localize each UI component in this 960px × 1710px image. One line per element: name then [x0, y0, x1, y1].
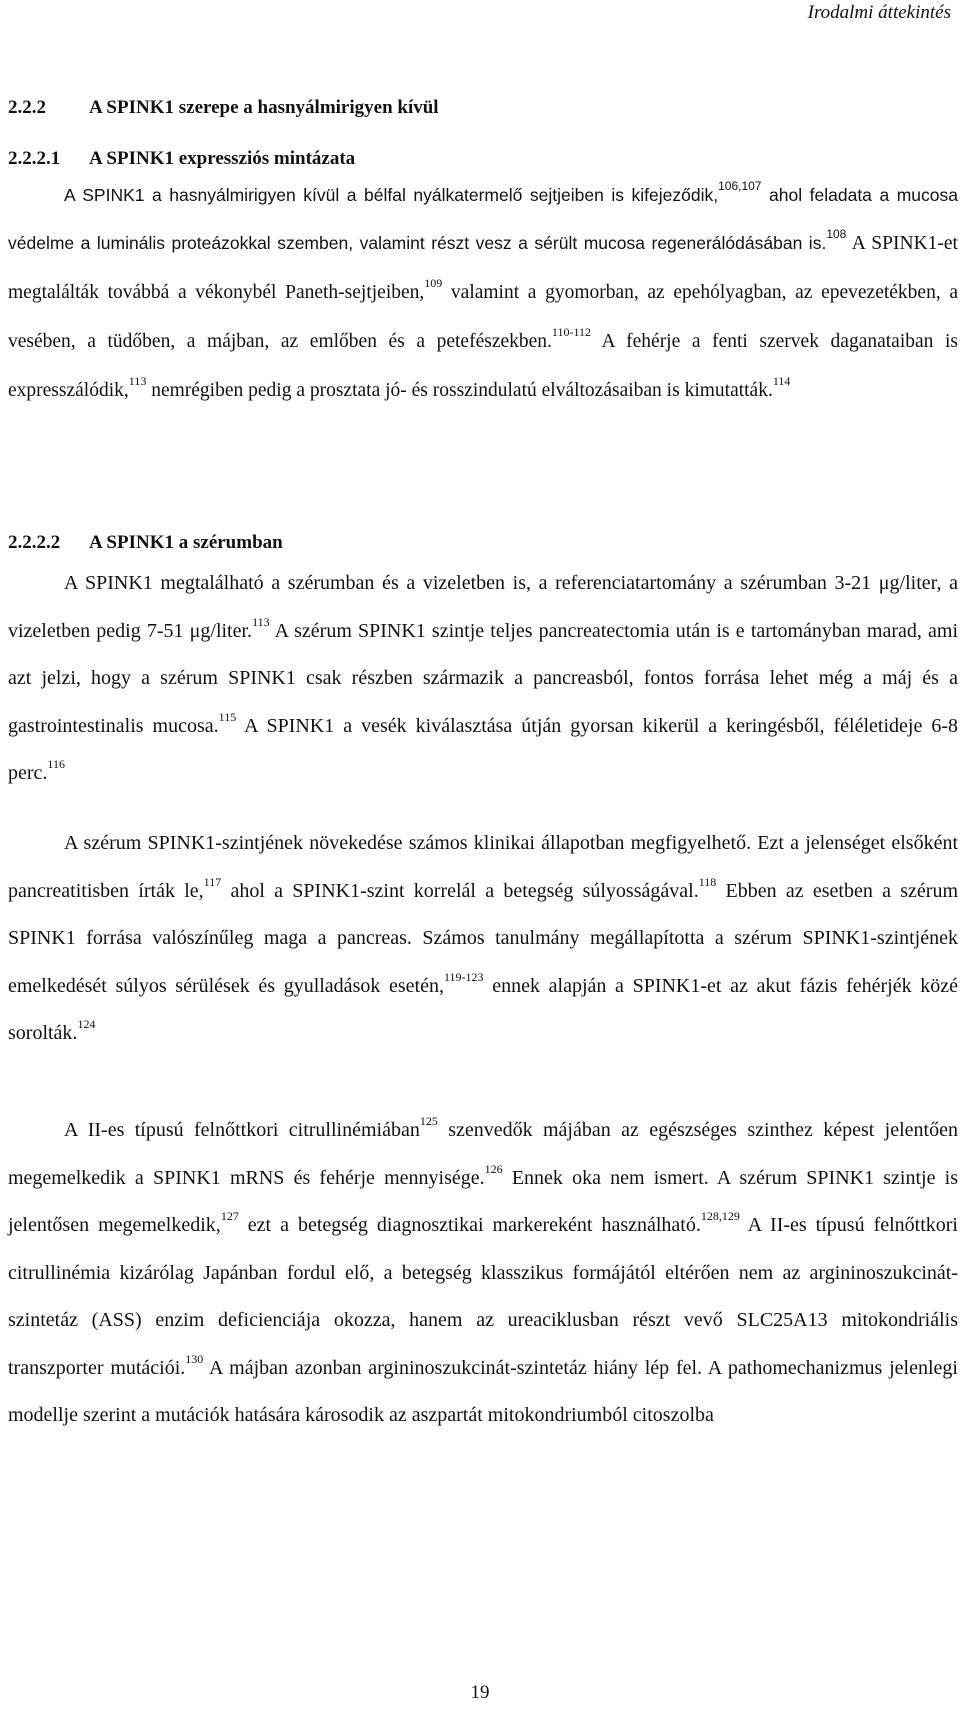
section-title: A SPINK1 expressziós mintázata — [89, 148, 356, 169]
citation: 124 — [77, 1017, 96, 1031]
citation: 114 — [772, 374, 791, 388]
citation: 116 — [47, 757, 65, 771]
citation: 113 — [252, 614, 270, 629]
section-heading-2-2-2 — [8, 95, 439, 121]
citation: 119-123 — [443, 969, 484, 984]
section-heading-2-2-2-2 — [8, 530, 283, 556]
citation: 113 — [128, 374, 147, 388]
section-heading-2-2-2-1 — [8, 146, 355, 172]
citation: 118 — [698, 874, 717, 889]
citation: 125 — [419, 1114, 438, 1128]
citation: 130 — [185, 1351, 204, 1366]
citation: 108 — [826, 227, 847, 241]
running-header: Irodalmi áttekintés — [807, 2, 951, 23]
paragraph-clinical-conditions: A szérum SPINK1-szintjének növekedése számos klinikai állapotban megfigyelhető. Ezt a jelenséget elsőként pancreatitisben írták le,$^{117}$ ahol a SPINK1-szint korrelál a betegség súlyosságával.$^{118}$ Ebben az esetben a szérum SPINK1 forrása valószínűleg maga a pancreas. Számos tanulmány megállapította a szérum SPINK1-szintjének emelkedését súlyos sérülések és gyulladások esetén,$^{119-123}$ ennek alapján a SPINK1-et az akut fázis fehérjék közé sorolták.$^{124}$ — [8, 832, 959, 1044]
section-number: 2.2.2 — [8, 97, 46, 118]
citation: 106,107 — [718, 179, 762, 193]
citation: 126 — [484, 1161, 503, 1176]
citation: 128,129 — [700, 1209, 740, 1223]
citation: 115 — [218, 709, 237, 724]
paragraph-serum-levels: A SPINK1 megtalálható a szérumban és a vizeletben is, a referenciatartomány a szérumban 3-21 μg/liter, a vizeletben pedig 7-51 μg/liter.$^{113}$ A szérum SPINK1 szintje teljes pancreatectomia után is e tartományban marad, ami azt jelzi, hogy a szérum SPINK1 csak részben származik a pancreasból, fontos forrása lehet még a máj és a gastrointestinalis mucosa.$^{115}$ A SPINK1 a vesék kiválasztása útján gyorsan kikerül a keringésből, féléletideje 6-8 perc.$^{116}$ — [8, 572, 959, 784]
section-title: A SPINK1 a szérumban — [89, 532, 283, 553]
citation: 117 — [203, 874, 222, 889]
paragraph-expression-pattern: A SPINK1 a hasnyálmirigyen kívül a bélfal nyálkatermelő sejtjeiben is kifejeződik,$^{106,107}$ ahol feladata a mucosa védelme a luminális proteázokkal szemben, valamint részt vesz a sérült mucosa regenerálódásában is.$^{108}$ A SPINK1-et megtalálták továbbá a vékonybél Paneth-sejtjeiben,$^{109}$ valamint a gyomorban, az epehólyagban, az epevezetékben, a vesében, a tüdőben, a májban, az emlőben és a petefészekben.$^{110-112}$ A fehérje a fenti szervek daganataiban is expresszálódik,$^{113}$ nemrégiben pedig a prosztata jó- és rosszindulatú elváltozásaiban is kimutatták.$^{114}$ — [8, 179, 959, 401]
citation: 127 — [220, 1209, 239, 1223]
section-title: A SPINK1 szerepe a hasnyálmirigyen kívül — [89, 97, 439, 118]
citation: 110-112 — [551, 325, 592, 339]
citation: 109 — [424, 276, 443, 290]
section-number: 2.2.2.2 — [8, 532, 61, 553]
page-number: 19 — [470, 1682, 490, 1703]
section-number: 2.2.2.1 — [8, 148, 61, 169]
paragraph-citrullinemia: A II-es típusú felnőttkori citrullinémiában$^{125}$ szenvedők májában az egészséges szinthez képest jelentően megemelkedik a SPINK1 mRNS és fehérje mennyisége.$^{126}$ Ennek oka nem ismert. A szérum SPINK1 szintje is jelentősen megemelkedik,$^{127}$ ezt a betegség diagnosztikai markereként használható.$^{128,129}$ A II-es típusú felnőttkori citrullinémia kizárólag Japánban fordul elő, a betegség klasszikus formájától eltérően nem az argininoszukcinát-szintetáz (ASS) enzim deficienciája okozza, hanem az ureaciklusban részt vevő SLC25A13 mitokondriális transzporter mutációi.$^{130}$ A májban azonban argininoszukcinát-szintetáz hiány lép fel. A pathomechanizmus jelenlegi modellje szerint a mutációk hatására károsodik az aszpartát mitokondriumból citoszolba — [8, 1114, 959, 1426]
